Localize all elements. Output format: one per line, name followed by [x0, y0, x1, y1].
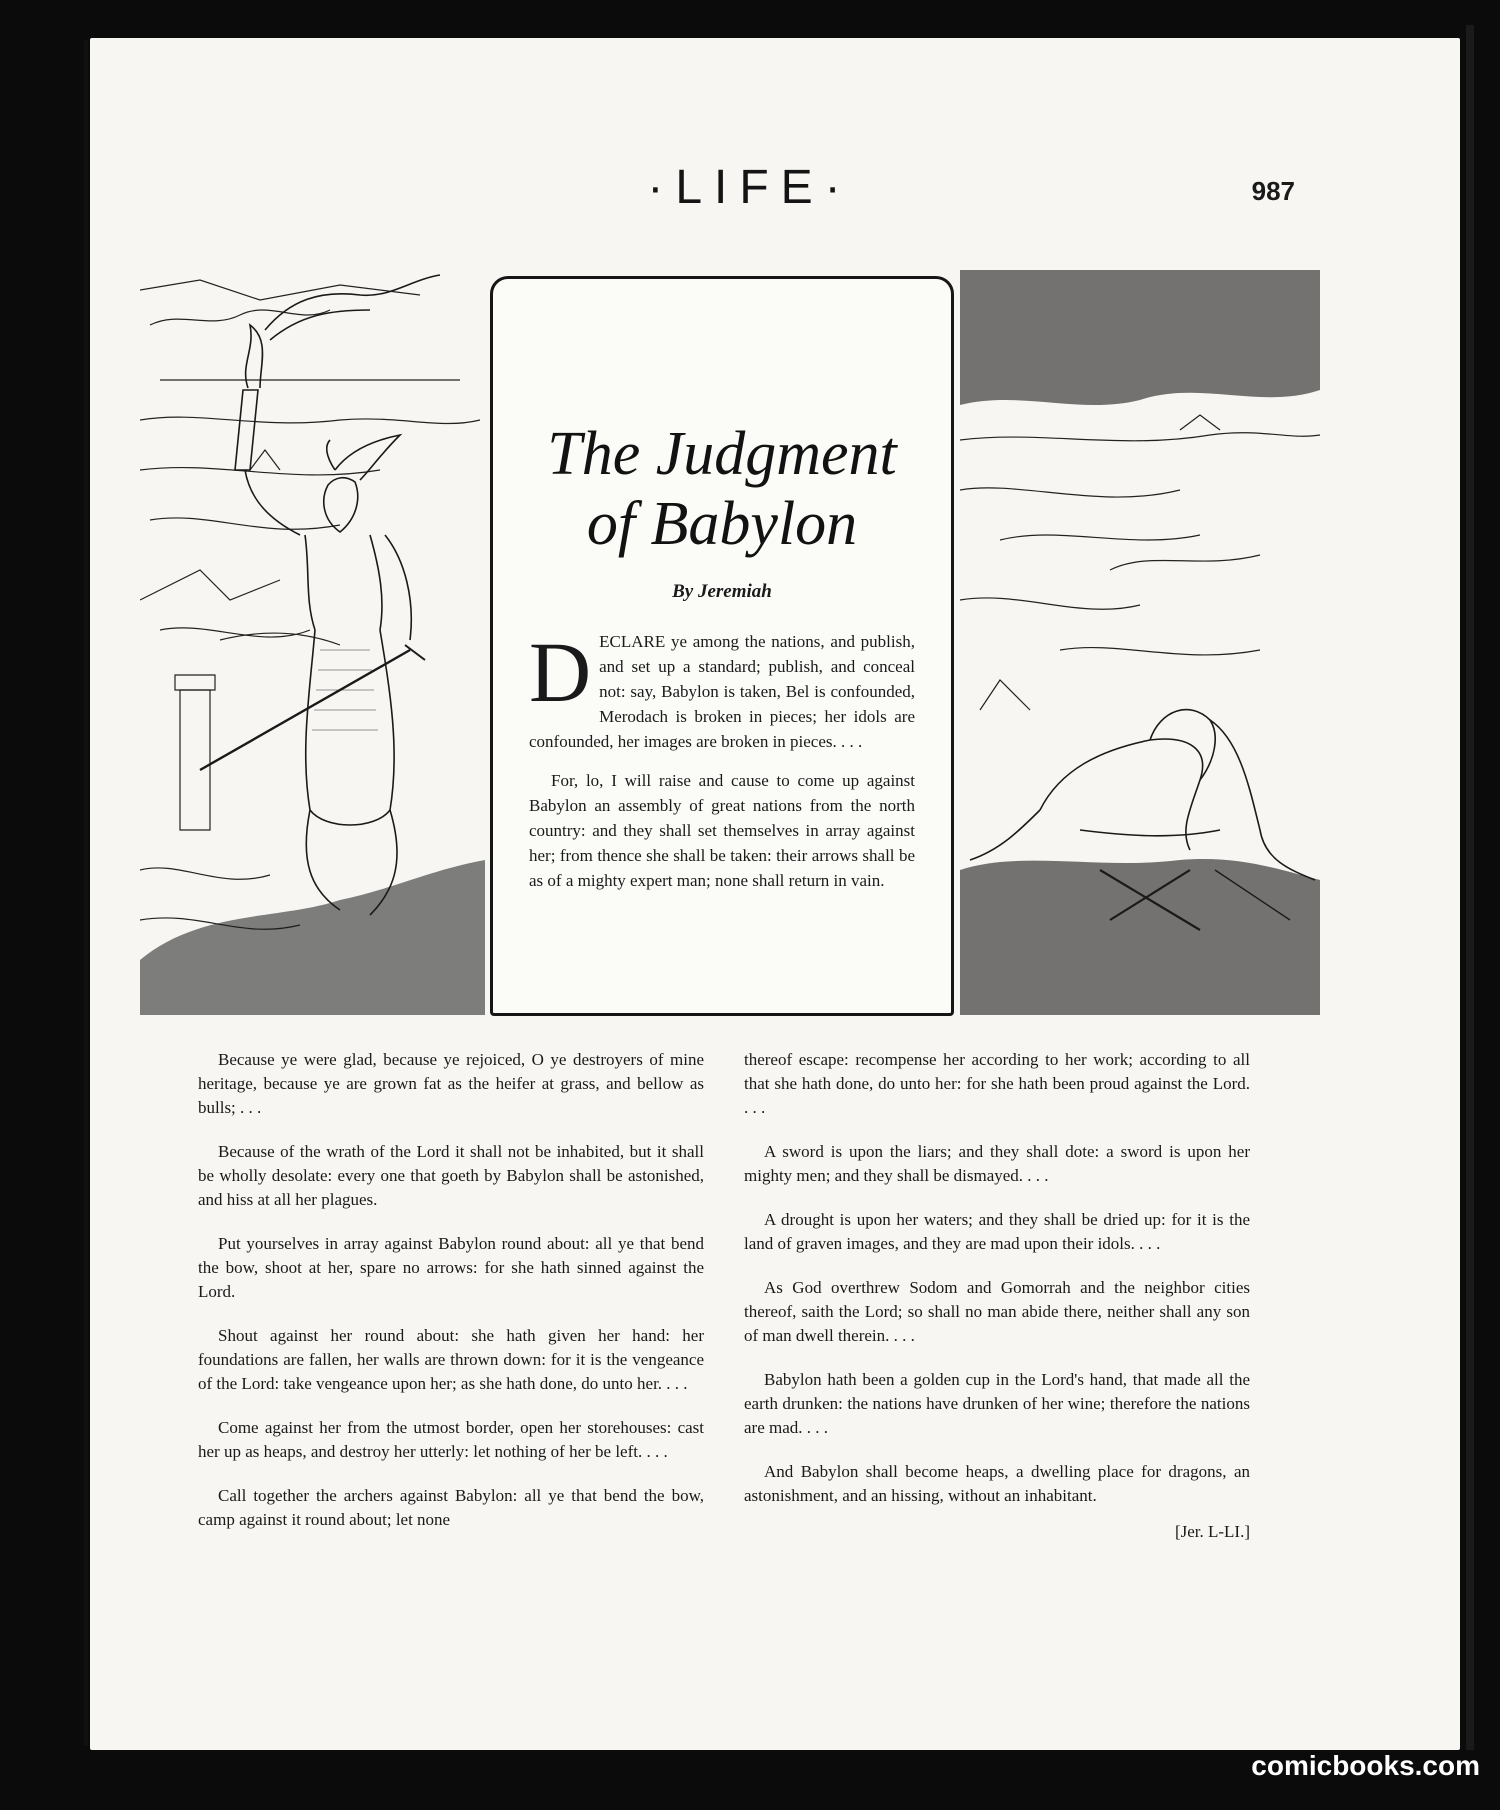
intro-paragraph-1-text: ECLARE ye among the nations, and publish, and set up a standard; publish, and conceal not: say, Babylon is taken, Bel is confounded, Merodach is broken in pieces; her idols are confounded, her images are broken in pieces. . . . [529, 632, 915, 751]
right-paragraph-4: As God overthrew Sodom and Gomorrah and the neighbor cities thereof, saith the Lord; so shall no man abide there, neither shall any son of man dwell therein. . . . [744, 1278, 1250, 1345]
masthead: ·LIFE· [647, 161, 853, 214]
intro-paragraph-2: For, lo, I will raise and cause to come up against Babylon an assembly of great nations from the north country: and they shall set themselves in array against her; from thence she shall be taken: their arrows shall be as of a mighty expert man; none shall return in vain. [529, 771, 915, 890]
left-paragraph-5: Come against her from the utmost border, open her storehouses: cast her up as heaps, and destroy her utterly: let nothing of her be left. . . . [198, 1418, 704, 1461]
article-body [198, 1048, 1250, 1552]
right-paragraph-5: Babylon hath been a golden cup in the Lord's hand, that made all the earth drunken: the nations have drunken of her wine; therefore the nations are mad. . . . [744, 1370, 1250, 1437]
kneeling-mourning-woman-illustration [960, 270, 1320, 1015]
left-column [198, 1048, 704, 1552]
left-paragraph-4: Shout against her round about: she hath given her hand: her foundations are fallen, her walls are thrown down: for it is the vengeance of the Lord: take vengeance upon her; as she hath done, do unto her. . . . [198, 1326, 704, 1393]
drop-cap: D [529, 624, 592, 720]
right-paragraph-6: And Babylon shall become heaps, a dwelling place for dragons, an astonishment, and an hissing, without an inhabitant. [744, 1462, 1250, 1505]
article-title-line-2: of Babylon [586, 490, 858, 558]
article-byline: By Jeremiah [672, 581, 772, 602]
article-title-line-1: The Judgment [547, 420, 897, 488]
site-watermark: comicbooks.com [1251, 1750, 1480, 1781]
right-column [744, 1048, 1250, 1552]
article-title [529, 419, 915, 559]
page-number: 987 [1251, 176, 1295, 206]
page-gutter-line [84, 40, 88, 1745]
article-panel [490, 276, 954, 1016]
left-paragraph-6: Call together the archers against Babylon: all ye that bend the bow, camp against it round about; let none [198, 1486, 704, 1529]
left-paragraph-3: Put yourselves in array against Babylon round about: all ye that bend the bow, shoot at her, spare no arrows: for she hath sinned against the Lord. [198, 1234, 704, 1301]
scripture-citation: [Jer. L-LI.] [1174, 1522, 1250, 1541]
left-paragraph-1: Because ye were glad, because ye rejoiced, O ye destroyers of mine heritage, because ye are grown fat as the heifer at grass, and bellow as bulls; . . . [198, 1050, 704, 1117]
page-edge-strip [1466, 25, 1474, 1750]
right-paragraph-2: A sword is upon the liars; and they shall dote: a sword is upon her mighty men; and they shall be dismayed. . . . [744, 1142, 1250, 1185]
right-paragraph-3: A drought is upon her waters; and they shall be dried up: for it is the land of graven images, and they are mad upon their idols. . . . [744, 1210, 1250, 1253]
left-paragraph-2: Because of the wrath of the Lord it shall not be inhabited, but it shall be wholly desolate: every one that goeth by Babylon shall be astonished, and hiss at all her plagues. [198, 1142, 704, 1209]
right-paragraph-1: thereof escape: recompense her according to her work; according to all that she hath done, do unto her: for she hath been proud against the Lord. . . . [744, 1050, 1250, 1117]
intro-paragraph-1 [529, 624, 915, 754]
torch-bearing-warrior-woman-illustration [140, 270, 485, 1015]
